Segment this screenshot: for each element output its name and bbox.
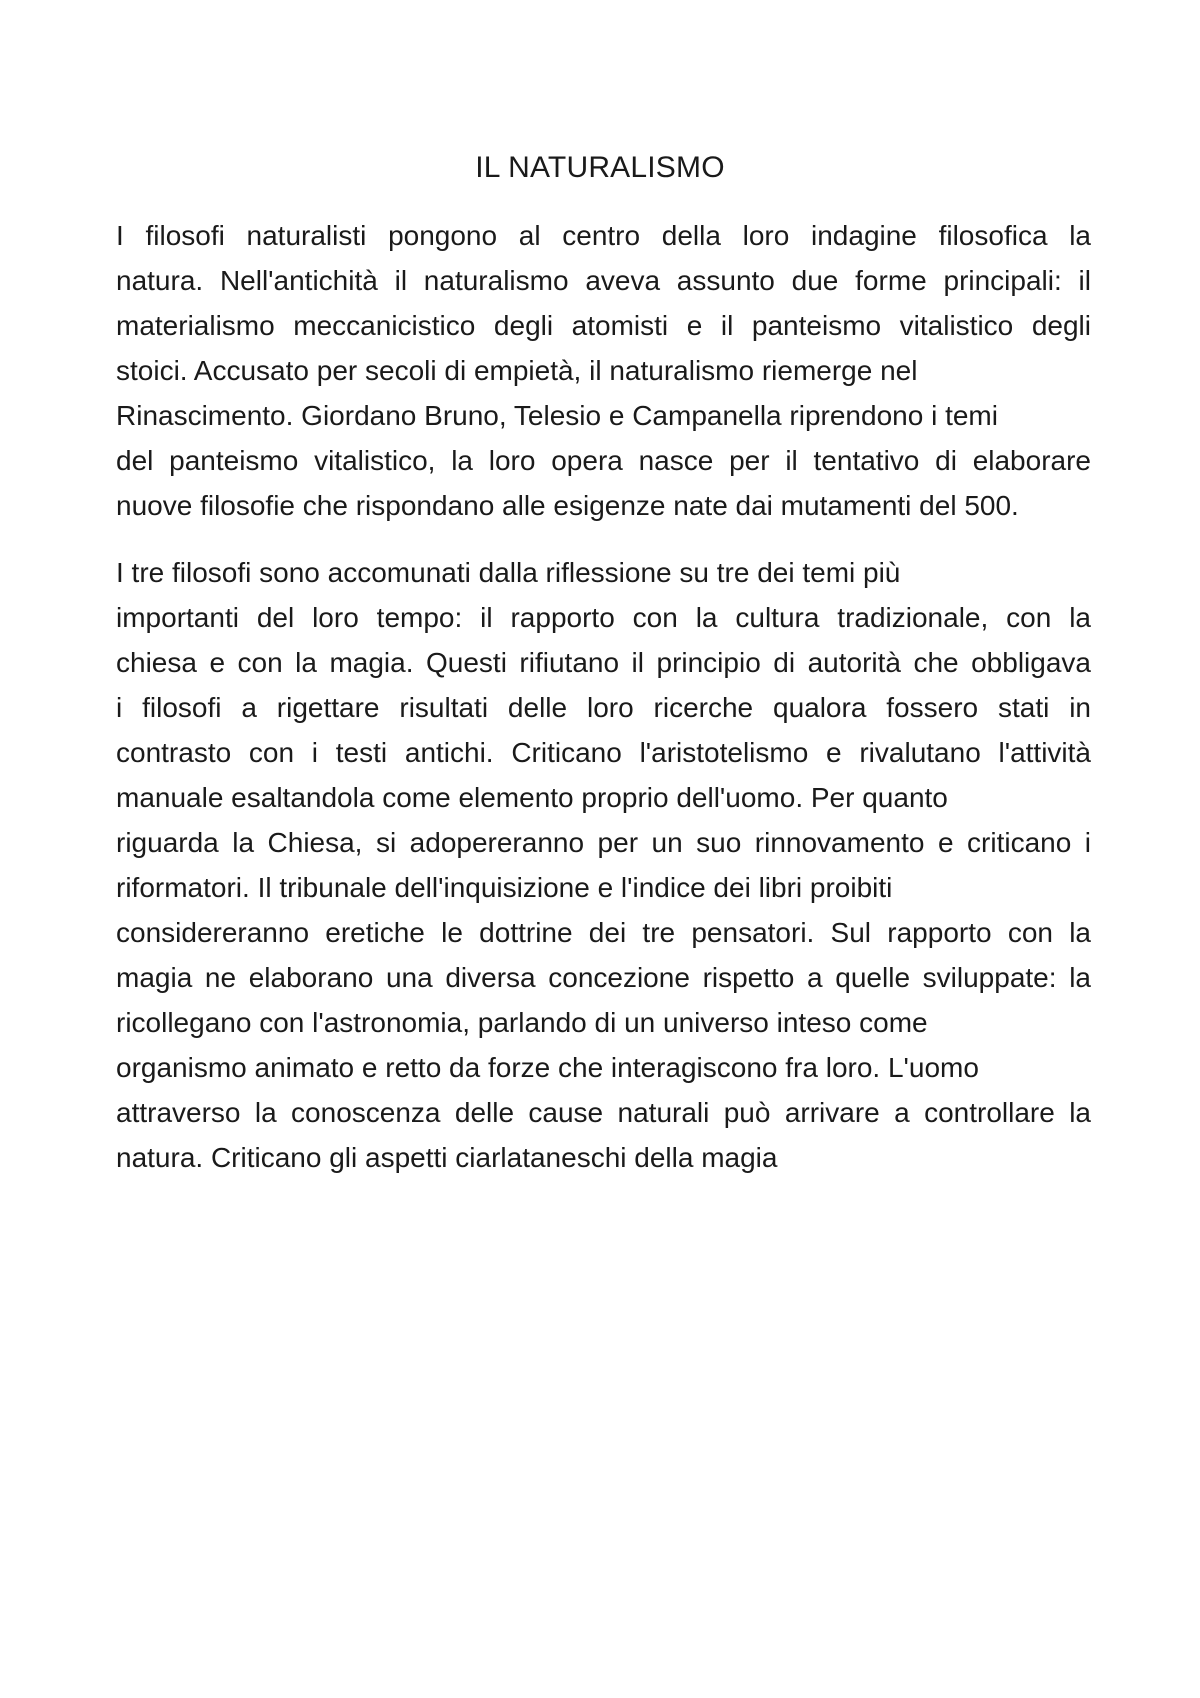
text-line: materialismo meccanicistico degli atomisti e il panteismo vitalistico degli <box>116 310 1091 341</box>
text-line: considereranno eretiche le dottrine dei tre pensatori. Sul rapporto con la <box>116 917 1091 948</box>
text-line: contrasto con i testi antichi. Criticano l'aristotelismo e rivalutano l'attività <box>116 737 1091 768</box>
text-line: del panteismo vitalistico, la loro opera nasce per il tentativo di elaborare <box>116 445 1091 476</box>
text-line: Rinascimento. Giordano Bruno, Telesio e Campanella riprendono i temi <box>116 400 998 431</box>
text-line: magia ne elaborano una diversa concezione rispetto a quelle sviluppate: la <box>116 962 1091 993</box>
text-line: ricollegano con l'astronomia, parlando di un universo inteso come <box>116 1007 928 1038</box>
text-line: natura. Criticano gli aspetti ciarlataneschi della magia <box>116 1142 778 1173</box>
document-title: IL NATURALISMO <box>475 151 725 184</box>
text-line: stoici. Accusato per secoli di empietà, il naturalismo riemerge nel <box>116 355 918 386</box>
text-line: nuove filosofie che rispondano alle esigenze nate dai mutamenti del 500. <box>116 490 1019 521</box>
text-line: organismo animato e retto da forze che interagiscono fra loro. L'uomo <box>116 1052 979 1083</box>
paragraph-2 <box>116 550 1091 1180</box>
text-line: riformatori. Il tribunale dell'inquisizione e l'indice dei libri proibiti <box>116 872 893 903</box>
text-line: attraverso la conoscenza delle cause naturali può arrivare a controllare la <box>116 1097 1091 1128</box>
text-line: chiesa e con la magia. Questi rifiutano il principio di autorità che obbligava <box>116 647 1091 678</box>
text-line: i filosofi a rigettare risultati delle loro ricerche qualora fossero stati in <box>116 692 1091 723</box>
paragraph-1 <box>116 213 1091 528</box>
text-line: riguarda la Chiesa, si adopereranno per un suo rinnovamento e criticano i <box>116 827 1091 858</box>
text-line: importanti del loro tempo: il rapporto con la cultura tradizionale, con la <box>116 602 1091 633</box>
text-line: I filosofi naturalisti pongono al centro della loro indagine filosofica la <box>116 220 1091 251</box>
text-line: I tre filosofi sono accomunati dalla riflessione su tre dei temi più <box>116 557 901 588</box>
text-line: manuale esaltandola come elemento proprio dell'uomo. Per quanto <box>116 782 948 813</box>
text-line: natura. Nell'antichità il naturalismo aveva assunto due forme principali: il <box>116 265 1091 296</box>
